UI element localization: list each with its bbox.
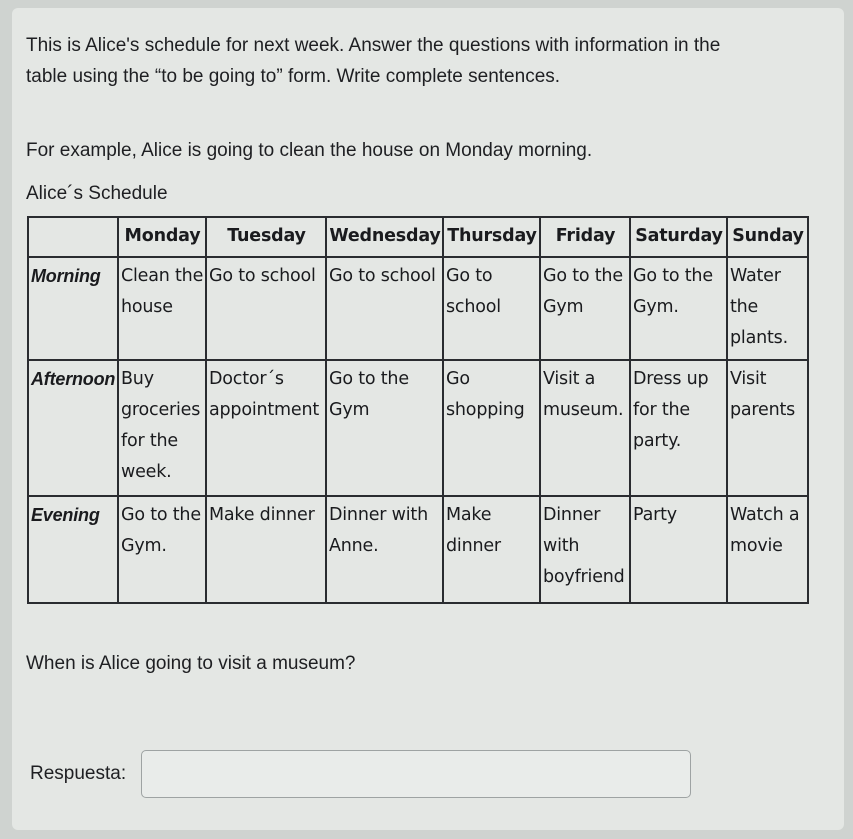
schedule-cell: Make dinner bbox=[443, 496, 540, 603]
schedule-cell: Go to the Gym bbox=[326, 360, 443, 496]
schedule-cell: Go to the Gym bbox=[540, 257, 630, 360]
answer-input[interactable] bbox=[141, 750, 691, 798]
schedule-cell: Go to school bbox=[206, 257, 326, 360]
schedule-cell: Doctor´s appointment bbox=[206, 360, 326, 496]
schedule-cell: Go shopping bbox=[443, 360, 540, 496]
answer-label: Respuesta: bbox=[30, 763, 127, 784]
schedule-cell: Visit a museum. bbox=[540, 360, 630, 496]
day-header: Friday bbox=[540, 217, 630, 257]
schedule-cell: Watch a movie bbox=[727, 496, 808, 603]
instructions-text: This is Alice's schedule for next week. Answer the questions with information in the table using the “to be going to” form. Write complete sentences. bbox=[26, 35, 721, 87]
day-header: Saturday bbox=[630, 217, 727, 257]
time-slot-label: Evening bbox=[28, 496, 118, 603]
schedule-table bbox=[27, 216, 809, 604]
table-header-row bbox=[28, 217, 808, 257]
schedule-cell: Dinner with Anne. bbox=[326, 496, 443, 603]
schedule-cell: Go to the Gym. bbox=[118, 496, 206, 603]
day-header: Thursday bbox=[443, 217, 540, 257]
time-slot-label: Afternoon bbox=[28, 360, 118, 496]
schedule-caption: Alice´s Schedule bbox=[26, 183, 168, 204]
time-slot-label: Morning bbox=[28, 257, 118, 360]
corner-cell bbox=[28, 217, 118, 257]
day-header: Tuesday bbox=[206, 217, 326, 257]
schedule-cell: Water the plants. bbox=[727, 257, 808, 360]
schedule-cell: Dinner with boyfriend bbox=[540, 496, 630, 603]
day-header: Wednesday bbox=[326, 217, 443, 257]
schedule-cell: Go to the Gym. bbox=[630, 257, 727, 360]
schedule-cell: Buy groceries for the week. bbox=[118, 360, 206, 496]
table-row bbox=[28, 257, 808, 360]
day-header: Monday bbox=[118, 217, 206, 257]
example-text: For example, Alice is going to clean the house on Monday morning. bbox=[26, 140, 593, 161]
table-row bbox=[28, 360, 808, 496]
schedule-cell: Party bbox=[630, 496, 727, 603]
table-row bbox=[28, 496, 808, 603]
schedule-cell: Go to school bbox=[326, 257, 443, 360]
schedule-cell: Go to school bbox=[443, 257, 540, 360]
question-text: When is Alice going to visit a museum? bbox=[26, 653, 356, 674]
schedule-cell: Visit parents bbox=[727, 360, 808, 496]
day-header: Sunday bbox=[727, 217, 808, 257]
schedule-cell: Dress up for the party. bbox=[630, 360, 727, 496]
schedule-cell: Make dinner bbox=[206, 496, 326, 603]
schedule-cell: Clean the house bbox=[118, 257, 206, 360]
